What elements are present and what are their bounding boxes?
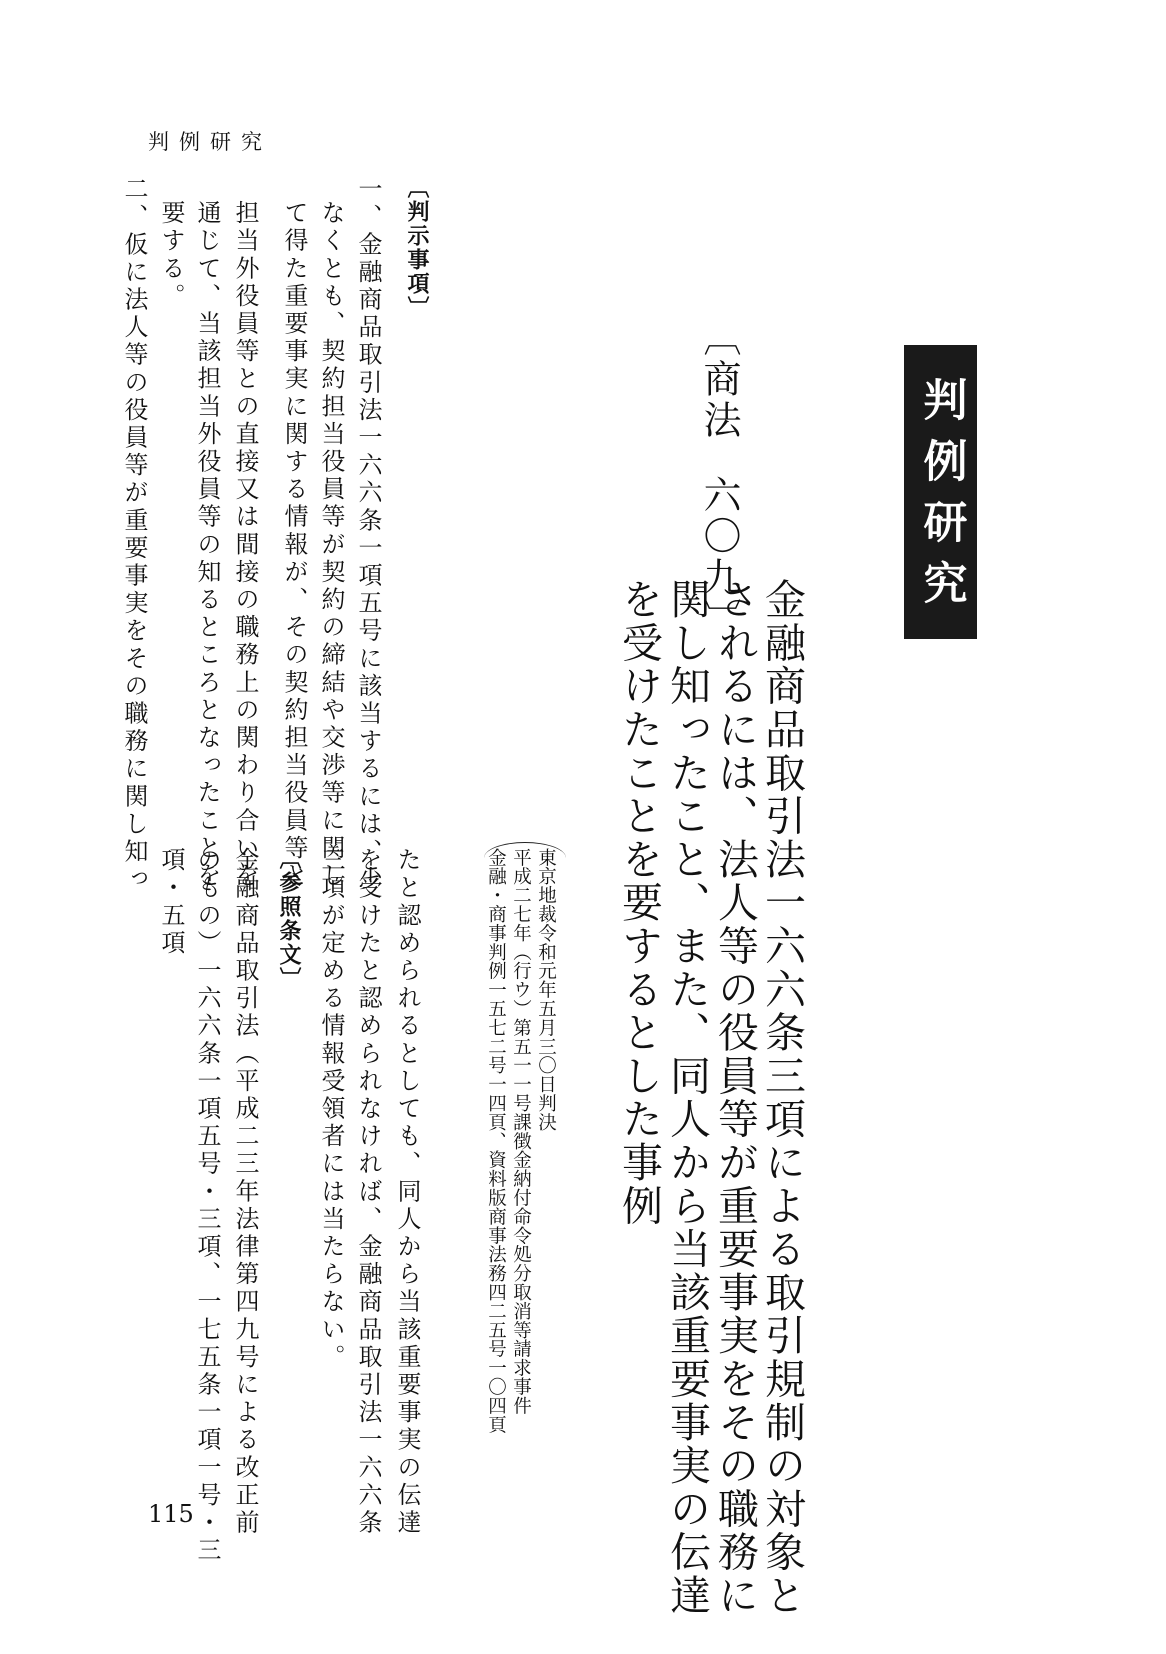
case-court-date: 東京地裁令和元年五月三〇日判決 [535,848,557,1132]
title-line: されるには、法人等の役員等が重要事実をその職務に [711,578,759,1618]
summary-heading: 〔判示事項〕 [404,176,429,320]
summary-cont-line: を受けたと認められなければ、金融商品取引法一六六条 [354,847,382,1537]
title-line: 金融商品取引法一六六条三項による取引規制の対象と [758,578,806,1618]
summary-line: て得た重要事実に関する情報が、その契約担当役員等と [280,200,308,890]
summary-line: 通じて、当該担当外役員等の知るところとなったことを [193,200,221,890]
case-sources: 金融・商事判例一五七二号一四頁、資料版商事法務四二五号一〇四頁 [485,848,507,1434]
summary-line: 二、仮に法人等の役員等が重要事実をその職務に関し知っ [120,176,148,894]
reference-line: 金融商品取引法（平成二三年法律第四九号による改正前 [231,847,259,1537]
reference-line: 項・五項 [157,847,185,958]
law-tag-part2: 六〇九〕 [697,475,741,639]
running-header: 判例研究 [148,130,272,154]
case-number: 平成二七年（行ウ）第五一一号課徴金納付命令処分取消等請求事件 [510,848,532,1415]
reference-heading: 〔参照条文〕 [276,847,301,991]
summary-cont-line: 三項が定める情報受領者には当たらない。 [317,847,345,1372]
reference-line: のもの）一六六条一項五号・三項、一七五条一項一号・三 [193,847,221,1565]
summary-line: 担当外役員等との直接又は間接の職務上の関わり合いを [231,200,259,890]
summary-line: なくとも、契約担当役員等が契約の締結や交渉等に関し [317,200,345,890]
page-number: 115 [148,1500,194,1528]
title-line: 関し知ったこと、また、同人から当該重要事実の伝達 [663,578,711,1618]
section-badge: 判例研究 [904,345,977,639]
summary-line: 一、金融商品取引法一六六条一項五号に該当するには、少 [354,176,382,894]
law-tag-part1: 〔商法 [697,318,741,441]
summary-cont-line: たと認められるとしても、同人から当該重要事実の伝達 [393,847,421,1537]
title-line: を受けたことを要するとした事例 [615,578,663,1228]
summary-line: 要する。 [157,200,185,311]
